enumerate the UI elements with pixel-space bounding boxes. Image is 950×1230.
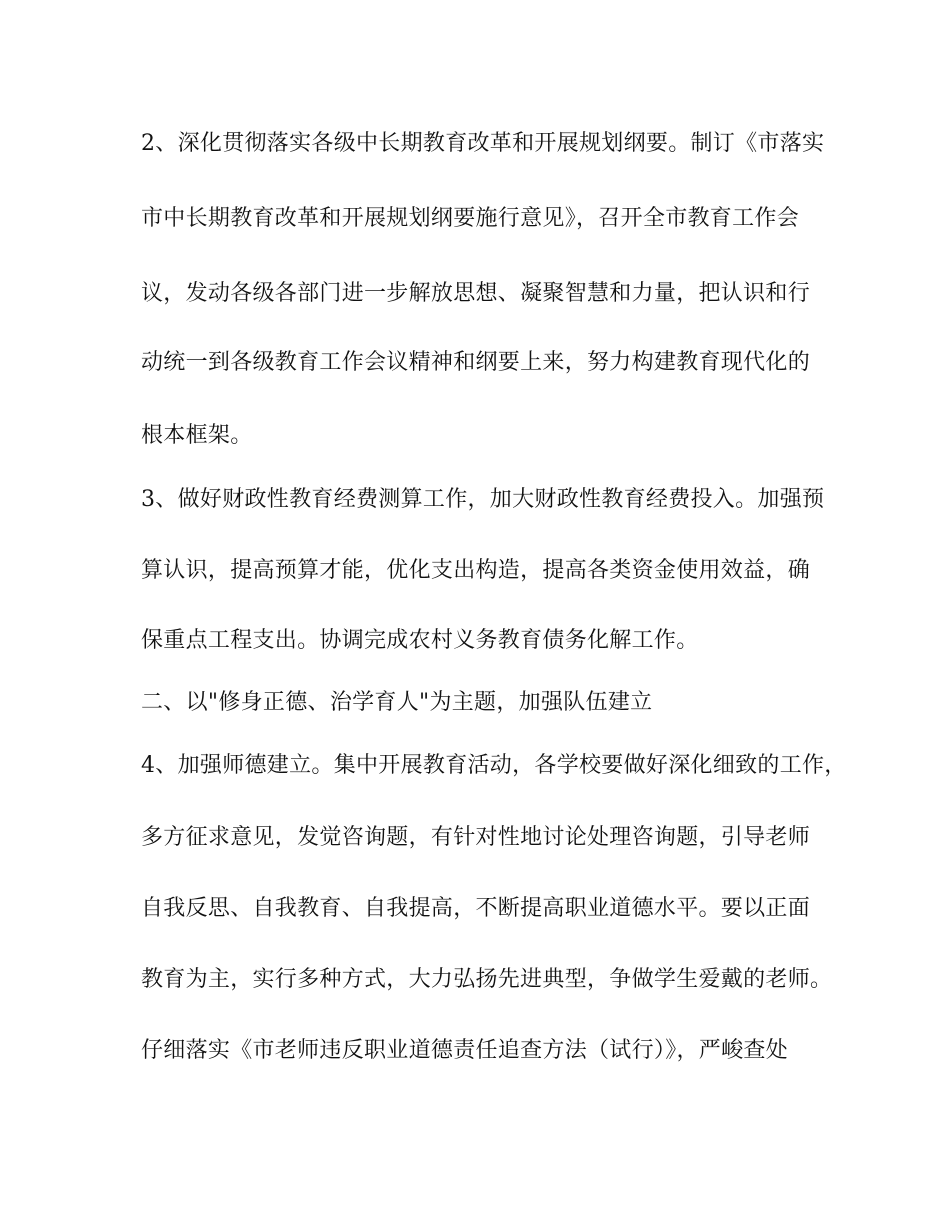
section-heading: 二、以"修身正德、治学育人"为主题，加强队伍建立 (141, 690, 653, 715)
text-line: 根本框架。 (141, 423, 253, 448)
text-line: 自我反思、自我教育、自我提高，不断提高职业道德水平。要以正面 (141, 896, 811, 921)
text-line: 算认识，提高预算才能，优化支出构造，提高各类资金使用效益，确 (141, 558, 811, 583)
text-line: 议，发动各级各部门进一步解放思想、凝聚智慧和力量，把认识和行 (141, 281, 811, 306)
text-line: 2、深化贯彻落实各级中长期教育改革和开展规划纲要。制订《市落实 (141, 131, 825, 156)
text-line: 4、加强师德建立。集中开展教育活动，各学校要做好深化细致的工作， (141, 753, 847, 778)
text-line: 保重点工程支出。协调完成农村义务教育债务化解工作。 (141, 628, 699, 653)
text-line: 教育为主，实行多种方式，大力弘扬先进典型，争做学生爱戴的老师。 (141, 967, 833, 992)
text-line: 动统一到各级教育工作会议精神和纲要上来，努力构建教育现代化的 (141, 350, 811, 375)
text-line: 3、做好财政性教育经费测算工作，加大财政性教育经费投入。加强预 (141, 487, 825, 512)
text-line: 仔细落实《市老师违反职业道德责任追查方法（试行）》，严峻查处 (141, 1038, 789, 1063)
text-line: 多方征求意见，发觉咨询题，有针对性地讨论处理咨询题，引导老师 (141, 825, 811, 850)
text-line: 市中长期教育改革和开展规划纲要施行意见》，召开全市教育工作会 (141, 206, 800, 231)
